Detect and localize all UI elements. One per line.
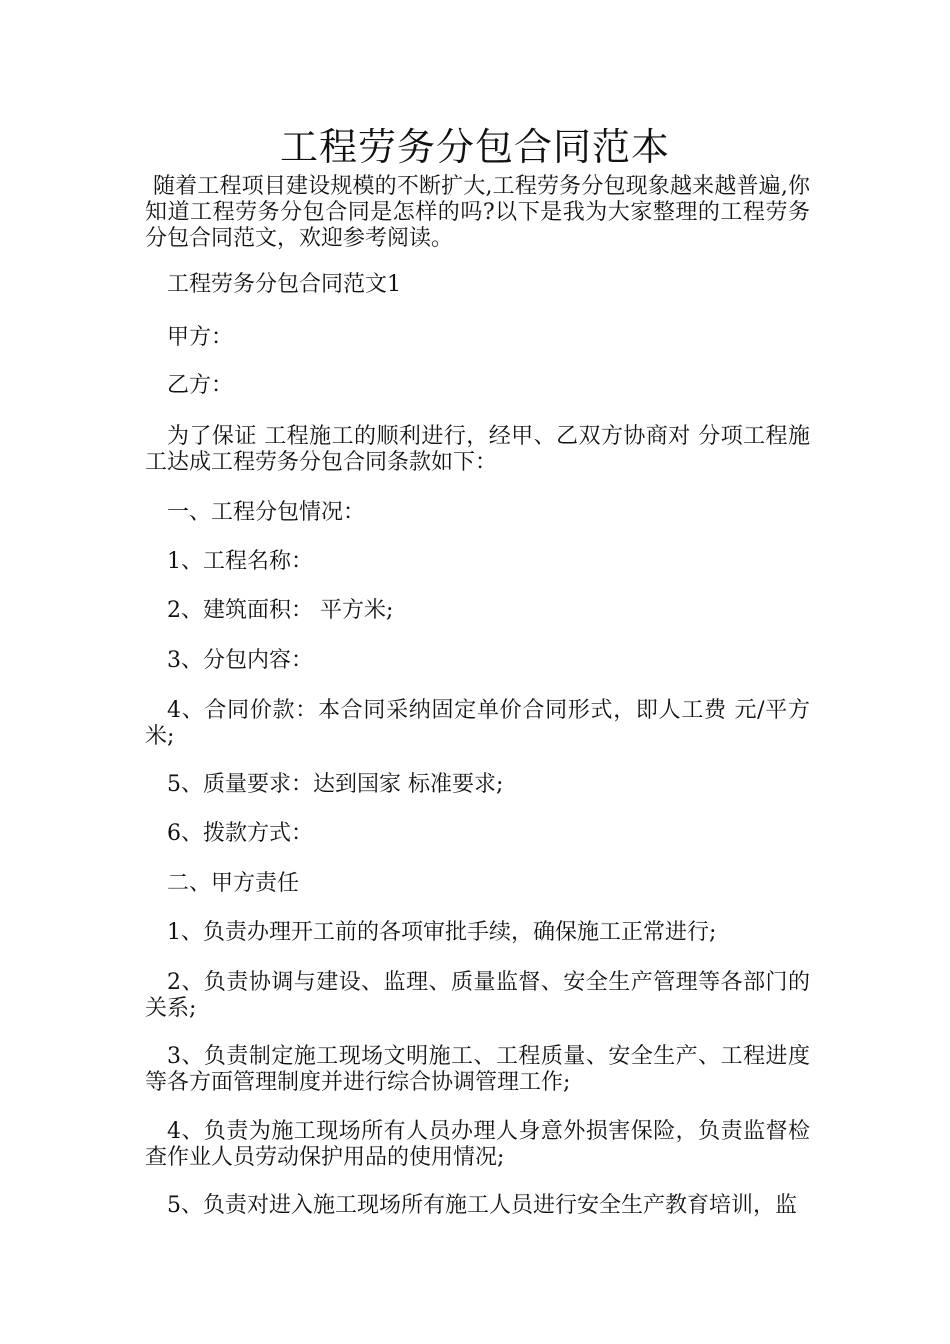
clause-item: 1、工程名称： bbox=[167, 549, 313, 574]
clause-heading: 一、工程分包情况： bbox=[167, 500, 366, 525]
preamble-paragraph: 为了保证 工程施工的顺利进行，经甲、乙双方协商对 分项工程施工达成工程劳务分包合同条款如下： bbox=[145, 424, 810, 475]
clause-item: 4、合同价款：本合同采纳固定单价合同形式，即人工费 元/平方米; bbox=[145, 698, 810, 749]
clause-item: 3、负责制定施工现场文明施工、工程质量、安全生产、工程进度等各方面管理制度并进行综合协调管理工作; bbox=[145, 1044, 810, 1095]
clause-item: 6、拨款方式： bbox=[167, 821, 313, 846]
clause-item: 5、质量要求：达到国家 标准要求; bbox=[167, 772, 504, 797]
clause-item: 1、负责办理开工前的各项审批手续，确保施工正常进行; bbox=[167, 920, 717, 945]
party-a-line: 甲方： bbox=[167, 325, 234, 350]
section-heading: 工程劳务分包合同范文1 bbox=[167, 272, 401, 297]
document-title: 工程劳务分包合同范本 bbox=[279, 125, 670, 169]
clause-item: 3、分包内容： bbox=[167, 648, 313, 673]
clause-item: 4、负责为施工现场所有人员办理人身意外损害保险，负责监督检查作业人员劳动保护用品的使用情况; bbox=[145, 1119, 810, 1170]
clause-item: 2、负责协调与建设、监理、质量监督、安全生产管理等各部门的关系; bbox=[145, 970, 810, 1021]
party-b-line: 乙方： bbox=[167, 373, 234, 398]
clause-heading: 二、甲方责任 bbox=[167, 871, 300, 896]
clause-item: 5、负责对进入施工现场所有施工人员进行安全生产教育培训，监 bbox=[167, 1193, 797, 1218]
clause-item: 2、建筑面积： 平方米; bbox=[167, 598, 394, 623]
intro-paragraph: 随着工程项目建设规模的不断扩大,工程劳务分包现象越来越普遍,你知道工程劳务分包合同是怎样的吗?以下是我为大家整理的工程劳务分包合同范文，欢迎参考阅读。 bbox=[145, 174, 810, 251]
